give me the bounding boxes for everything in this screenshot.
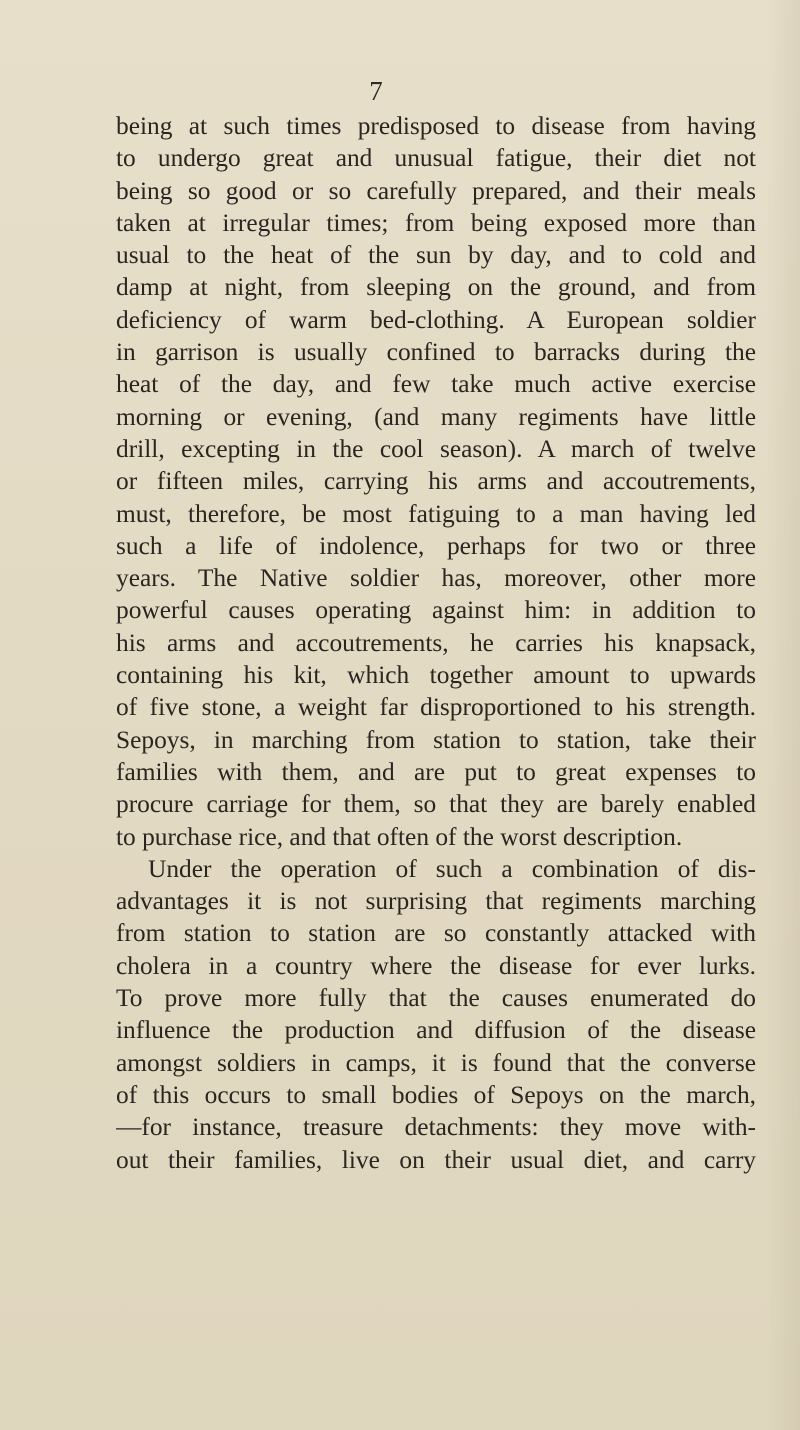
body-text (116, 110, 756, 1176)
text-line: to purchase rice, and that often of the worst description. (116, 822, 683, 851)
text-line: of this occurs to small bodies of Sepoys on the march, (116, 1080, 756, 1109)
text-line: taken at irregular times; from being exposed more than (116, 208, 756, 237)
text-line: damp at night, from sleeping on the ground, and from (116, 273, 756, 302)
text-line: out their families, live on their usual diet, and carry (116, 1145, 756, 1174)
text-line: To prove more fully that the causes enumerated do (116, 984, 756, 1013)
text-line: Under the operation of such a combination of dis- (148, 854, 756, 883)
text-line: advantages it is not surprising that regiments marching (116, 887, 756, 916)
text-line: usual to the heat of the sun by day, and to cold and (116, 241, 756, 270)
text-line: his arms and accoutrements, he carries his knapsack, (116, 628, 756, 657)
text-line: drill, excepting in the cool season). A march of twelve (116, 434, 756, 463)
text-line: deficiency of warm bed-clothing. A European soldier (116, 305, 756, 334)
text-line: of five stone, a weight far disproportioned to his strength. (116, 693, 756, 722)
text-line: heat of the day, and few take much active exercise (116, 370, 756, 399)
text-line: powerful causes operating against him: in addition to (116, 596, 756, 625)
text-line: to undergo great and unusual fatigue, their diet not (116, 144, 756, 173)
text-line: amongst soldiers in camps, it is found that the converse (116, 1048, 756, 1077)
text-line: being at such times predisposed to disease from having (116, 112, 756, 140)
page-edge-shadow (766, 0, 800, 1430)
page-number: 7 (369, 76, 383, 106)
text-line: morning or evening, (and many regiments have little (116, 402, 756, 431)
text-line: containing his kit, which together amount to upwards (116, 661, 756, 690)
text-line: years. The Native soldier has, moreover, other more (116, 564, 756, 593)
text-line: being so good or so carefully prepared, and their meals (116, 176, 756, 205)
text-line: influence the production and diffusion of the disease (116, 1016, 756, 1045)
text-line: or fifteen miles, carrying his arms and accoutrements, (116, 467, 756, 496)
text-line: such a life of indolence, perhaps for two or three (116, 531, 756, 560)
text-line: cholera in a country where the disease for ever lurks. (116, 951, 756, 980)
text-line: must, therefore, be most fatiguing to a man having led (116, 499, 756, 528)
text-line: —for instance, treasure detachments: they move with- (116, 1113, 756, 1142)
text-line: families with them, and are put to great expenses to (116, 757, 756, 786)
text-line: Sepoys, in marching from station to station, take their (116, 725, 756, 754)
text-line: procure carriage for them, so that they are barely enabled (116, 790, 756, 819)
text-line: in garrison is usually confined to barracks during the (116, 338, 756, 367)
text-line: from station to station are so constantly attacked with (116, 919, 756, 948)
